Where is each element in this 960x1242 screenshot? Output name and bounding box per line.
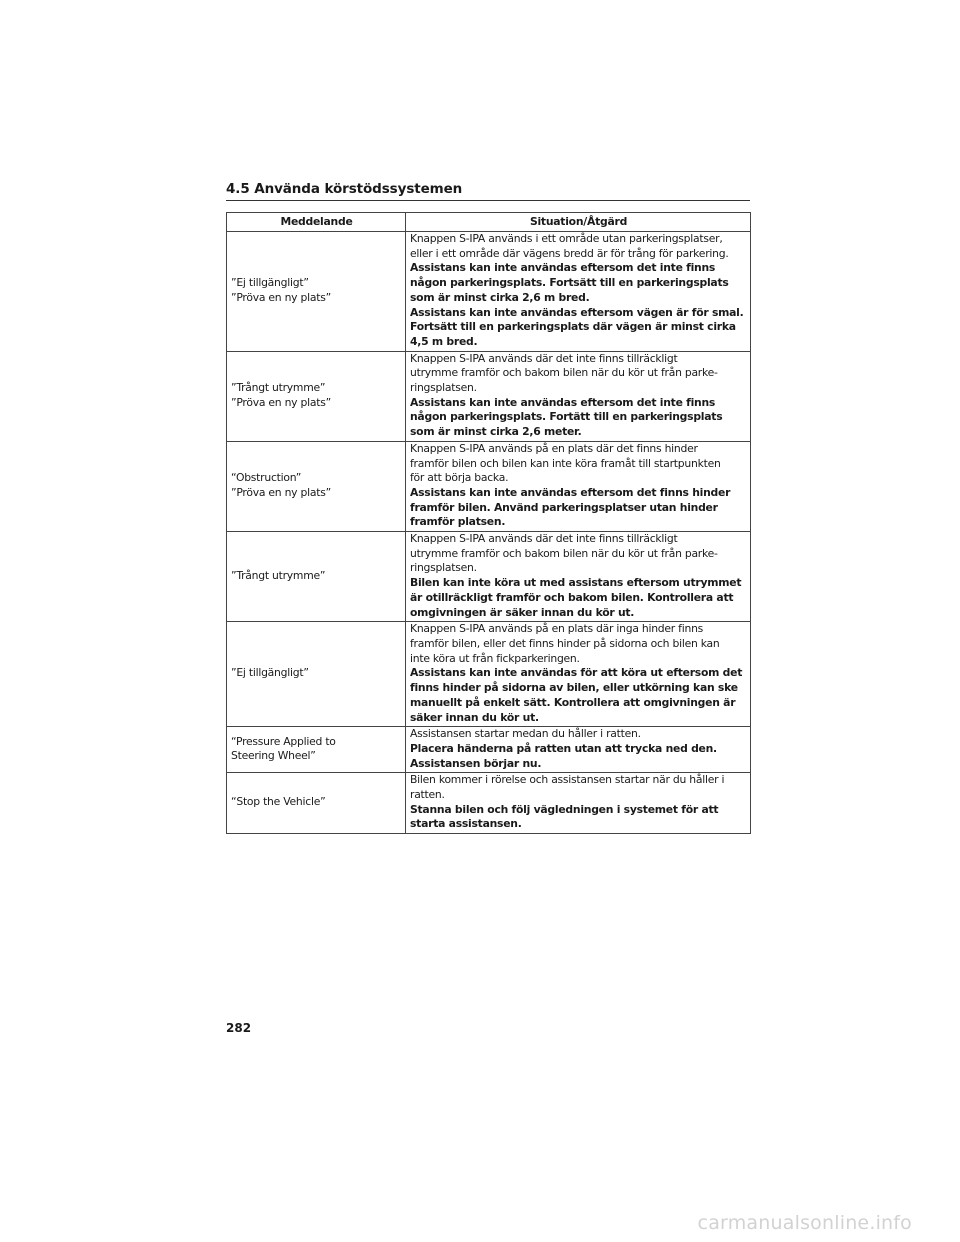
header-message: Meddelande (227, 213, 406, 232)
action-line: Placera händerna på ratten utan att trycka ned den. (410, 741, 717, 755)
header-situation: Situation/Åtgärd (406, 213, 751, 232)
table-row (227, 727, 751, 773)
message-line: ”Ej tillgängligt” (231, 276, 309, 290)
action-line: som är minst cirka 2,6 m bred. (410, 290, 590, 304)
situation-line: framför bilen, eller det finns hinder på sidorna och bilen kan (410, 636, 720, 650)
message-line: ”Pröva en ny plats” (231, 395, 331, 409)
message-line: ”Trångt utrymme” (231, 568, 326, 582)
action-line: Assistans kan inte användas för att köra ut eftersom det (410, 666, 743, 680)
table-row (227, 232, 751, 352)
situation-line: eller i ett område där vägens bredd är för trång för parkering. (410, 246, 729, 260)
message-line: “Obstruction” (231, 471, 302, 485)
situation-line: Knappen S-IPA används på en plats där inga hinder finns (410, 622, 704, 636)
situation-line: Knappen S-IPA används i ett område utan parkeringsplatser, (410, 232, 723, 245)
message-line: ”Pröva en ny plats” (231, 290, 331, 304)
situation-line: utrymme framför och bakom bilen när du kör ut från parke- (410, 366, 718, 380)
action-line: Assistans kan inte användas eftersom det inte finns (410, 261, 716, 275)
action-line: finns hinder på sidorna av bilen, eller utkörning kan ske (410, 681, 738, 695)
message-cell (227, 351, 406, 441)
action-line: Assistansen börjar nu. (410, 756, 542, 770)
situation-line: Knappen S-IPA används där det inte finns tillräckligt (410, 532, 678, 546)
message-line: ”Trångt utrymme” (231, 381, 326, 395)
table-row (227, 773, 751, 834)
action-line: Stanna bilen och följ vägledningen i systemet för att (410, 802, 719, 816)
action-line: Assistans kan inte användas eftersom det inte finns (410, 395, 716, 409)
page-number: 282 (226, 1021, 252, 1035)
situation-cell (406, 727, 751, 773)
situation-line: ringsplatsen. (410, 561, 477, 575)
action-line: som är minst cirka 2,6 meter. (410, 425, 582, 439)
message-table (226, 212, 751, 834)
situation-cell (406, 232, 751, 352)
table-row (227, 622, 751, 727)
situation-line: utrymme framför och bakom bilen när du kör ut från parke- (410, 546, 718, 560)
message-cell (227, 232, 406, 352)
situation-cell (406, 441, 751, 531)
situation-line: ratten. (410, 788, 445, 802)
action-line: Assistans kan inte användas eftersom det finns hinder (410, 485, 731, 499)
action-line: Bilen kan inte köra ut med assistans eftersom utrymmet (410, 576, 742, 590)
message-line: ”Ej tillgängligt” (231, 666, 309, 680)
situation-cell (406, 351, 751, 441)
message-line: Steering Wheel” (231, 749, 316, 763)
section-title: 4.5 Använda körstödssystemen (226, 181, 463, 197)
situation-line: Assistansen startar medan du håller i ratten. (410, 727, 641, 741)
situation-cell (406, 622, 751, 727)
message-cell (227, 441, 406, 531)
situation-line: ringsplatsen. (410, 381, 477, 395)
message-line: ”Pröva en ny plats” (231, 485, 331, 499)
message-line: “Stop the Vehicle” (231, 795, 326, 809)
action-line: någon parkeringsplats. Fortsätt till en parkeringsplats (410, 276, 729, 290)
message-cell (227, 727, 406, 773)
action-line: starta assistansen. (410, 817, 522, 831)
message-cell (227, 773, 406, 834)
situation-line: Knappen S-IPA används där det inte finns tillräckligt (410, 351, 678, 365)
action-line: någon parkeringsplats. Fortätt till en parkeringsplats (410, 410, 723, 424)
message-line: “Pressure Applied to (231, 734, 336, 748)
action-line: omgivningen är säker innan du kör ut. (410, 605, 635, 619)
action-line: manuellt på enkelt sätt. Kontrollera att omgivningen är (410, 695, 736, 709)
watermark: carmanualsonline.info (697, 1212, 912, 1234)
situation-line: Bilen kommer i rörelse och assistansen startar när du håller i (410, 773, 725, 787)
table-row (227, 532, 751, 622)
action-line: är otillräckligt framför och bakom bilen. Kontrollera att (410, 590, 734, 604)
table-row (227, 351, 751, 441)
action-line: framför bilen. Använd parkeringsplatser utan hinder (410, 500, 718, 514)
situation-cell (406, 532, 751, 622)
situation-line: Knappen S-IPA används på en plats där det finns hinder (410, 441, 698, 455)
section-header (226, 178, 750, 201)
situation-line: för att börja backa. (410, 471, 509, 485)
message-cell (227, 622, 406, 727)
action-line: Fortsätt till en parkeringsplats där vägen är minst cirka (410, 320, 736, 334)
table-row (227, 441, 751, 531)
situation-line: framför bilen och bilen kan inte köra framåt till startpunkten (410, 456, 721, 470)
table-header-row (227, 213, 751, 232)
action-line: Assistans kan inte användas eftersom vägen är för smal. (410, 305, 744, 319)
table-body (227, 232, 751, 834)
action-line: framför platsen. (410, 515, 506, 529)
action-line: 4,5 m bred. (410, 334, 478, 348)
situation-cell (406, 773, 751, 834)
situation-line: inte köra ut från fickparkeringen. (410, 651, 580, 665)
action-line: säker innan du kör ut. (410, 710, 539, 724)
message-cell (227, 532, 406, 622)
